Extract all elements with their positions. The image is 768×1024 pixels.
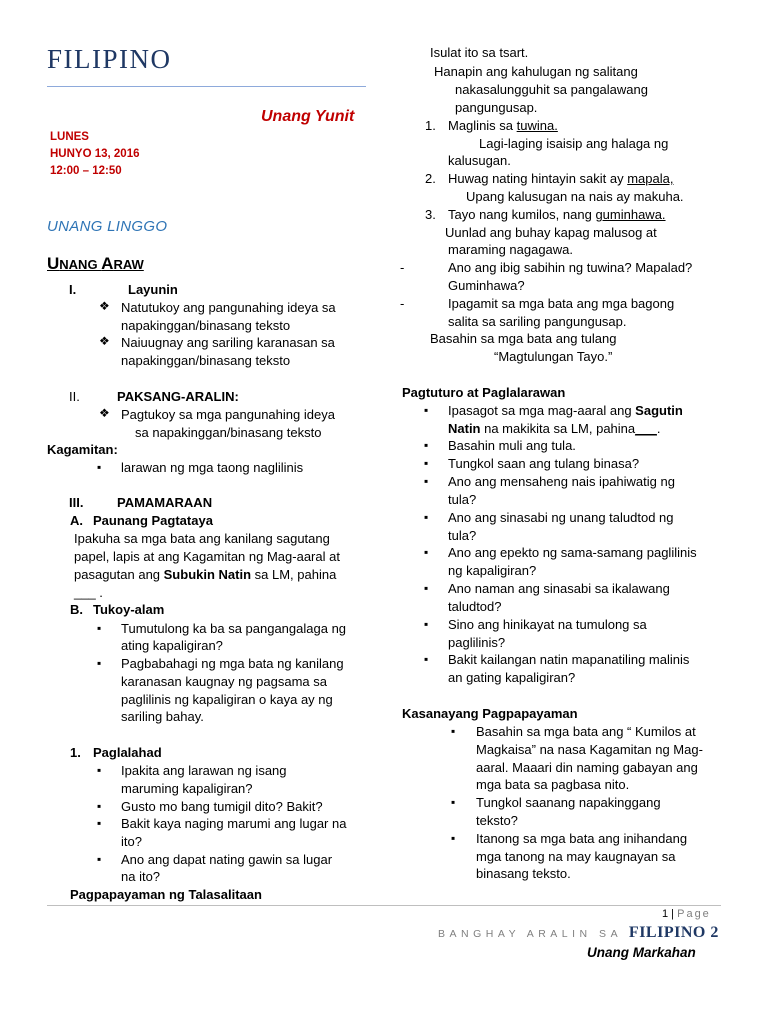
subsection-b-label: B.: [70, 602, 83, 617]
teaching-item-4-line-1: Ano ang mensaheng nais ipahiwatig ng: [448, 474, 675, 489]
objective-2-line-2: napakinggan/binasang teksto: [121, 353, 291, 368]
section-2-title: PAKSANG-ARALIN:: [117, 389, 239, 404]
subsection-b-title: Tukoy-alam: [93, 602, 165, 617]
presentation-item-1-line-2: maruming kapaligiran?: [121, 781, 253, 796]
teaching-item-9-line-1: Bakit kailangan natin mapanatiling malinis: [448, 652, 690, 667]
presentation-item-4-line-1: Ano ang dapat nating gawin sa lugar: [121, 852, 333, 867]
week-heading: UNANG LINGGO: [47, 218, 168, 235]
enrichment-item-3-line-3: binasang teksto.: [476, 866, 571, 881]
enrichment-item-1-line-3: aaral. Maaari din naming gabayan ang: [476, 760, 698, 775]
teaching-item-8-line-2: paglilinis?: [448, 635, 506, 650]
square-bullet-icon: ▪: [97, 656, 102, 670]
page-number: 1 | Page: [662, 908, 711, 920]
enrichment-item-1-line-4: mga bata sa pagbasa nito.: [476, 777, 630, 792]
dash-marker: -: [400, 260, 405, 275]
subsection-a-title: Paunang Pagtataya: [93, 513, 213, 528]
meaning-instruction-2: nakasalungguhit sa pangalawang: [455, 82, 648, 97]
enrichment-item-1-line-2: Magkaisa” na nasa Kagamitan ng Mag-: [476, 742, 703, 757]
meaning-instruction-1: Hanapin ang kahulugan ng salitang: [434, 64, 638, 79]
word-3-sentence: Tayo nang kumilos, nang guminhawa.: [448, 207, 666, 222]
section-3-number: III.: [69, 495, 84, 510]
tukoy-item-2-line-3: paglilinis ng kapaligiran o kaya ay ng: [121, 692, 333, 707]
square-bullet-icon: ▪: [424, 617, 429, 631]
word-3-line-3: maraming nagagawa.: [448, 242, 574, 257]
chart-instruction: Isulat ito sa tsart.: [430, 45, 529, 60]
section-2-number: II.: [69, 389, 80, 404]
square-bullet-icon: ▪: [424, 474, 429, 488]
square-bullet-icon: ▪: [97, 852, 102, 866]
pretest-line-2: papel, lapis at ang Kagamitan ng Mag-aaral at: [74, 549, 340, 564]
read-poem-line-1: Basahin sa mga bata ang tulang: [430, 331, 617, 346]
square-bullet-icon: ▪: [97, 763, 102, 777]
unit-label: Unang Yunit: [261, 108, 355, 125]
enrichment-item-3-line-2: mga tanong na may kaugnayan sa: [476, 849, 676, 864]
section-1-title: Layunin: [128, 282, 178, 297]
word-2-sentence: Huwag nating hintayin sakit ay mapala,: [448, 171, 674, 186]
read-poem-line-2: “Magtulungan Tayo.”: [494, 349, 613, 364]
materials-item: larawan ng mga taong naglilinis: [121, 460, 304, 475]
document-title: FILIPINO: [47, 44, 172, 74]
use-words-line-1: Ipagamit sa mga bata ang mga bagong: [448, 296, 675, 311]
subsection-a-label: A.: [70, 513, 83, 528]
question-meaning-line-1: Ano ang ibig sabihin ng tuwina? Mapalad?: [448, 260, 693, 275]
diamond-bullet-icon: ❖: [99, 406, 110, 420]
square-bullet-icon: ▪: [424, 652, 429, 666]
word-1-sentence: Maglinis sa tuwina.: [448, 118, 558, 133]
meaning-instruction-3: pangungusap.: [455, 100, 538, 115]
square-bullet-icon: ▪: [451, 724, 456, 738]
topic-line-2: sa napakinggan/binasang teksto: [135, 425, 322, 440]
day-name: LUNES: [50, 131, 89, 143]
presentation-item-4-line-2: na ito?: [121, 869, 161, 884]
enrichment-item-3-line-1: Itanong sa mga bata ang inihandang: [476, 831, 688, 846]
word-2-line-2: Upang kalusugan na nais ay makuha.: [466, 189, 684, 204]
square-bullet-icon: ▪: [451, 795, 456, 809]
teaching-item-5-line-2: tula?: [448, 528, 477, 543]
presentation-item-2: Gusto mo bang tumigil dito? Bakit?: [121, 799, 323, 814]
teaching-item-6-line-1: Ano ang epekto ng sama-samang paglilinis: [448, 545, 697, 560]
presentation-number: 1.: [70, 745, 81, 760]
square-bullet-icon: ▪: [451, 831, 456, 845]
pretest-line-4: ___ .: [74, 585, 103, 600]
teaching-title: Pagtuturo at Paglalarawan: [402, 385, 566, 400]
square-bullet-icon: ▪: [97, 621, 102, 635]
footer-banner: BANGHAY ARALIN SA FILIPINO 2: [438, 924, 719, 941]
footer-rule: [47, 905, 721, 906]
teaching-item-7-line-2: taludtod?: [448, 599, 502, 614]
objective-2-line-1: Naiuugnay ang sariling karanasan sa: [121, 335, 335, 350]
presentation-item-1-line-1: Ipakita ang larawan ng isang: [121, 763, 287, 778]
teaching-item-4-line-2: tula?: [448, 492, 477, 507]
word-1-line-2: Lagi-laging isaisip ang halaga ng: [479, 136, 669, 151]
square-bullet-icon: ▪: [97, 816, 102, 830]
square-bullet-icon: ▪: [424, 581, 429, 595]
dash-marker: -: [400, 296, 405, 311]
enrichment-item-2-line-1: Tungkol saanang napakinggang: [476, 795, 661, 810]
word-3-number: 3.: [425, 207, 436, 222]
date-label: HUNYO 13, 2016: [50, 148, 140, 160]
pretest-line-1: Ipakuha sa mga bata ang kanilang sagutang: [74, 531, 330, 546]
enrichment-title: Kasanayang Pagpapayaman: [402, 706, 578, 721]
title-rule: [47, 86, 366, 87]
diamond-bullet-icon: ❖: [99, 299, 110, 313]
section-1-number: I.: [69, 282, 77, 297]
enrichment-item-2-line-2: teksto?: [476, 813, 518, 828]
teaching-item-9-line-2: an gating kapaligiran?: [448, 670, 576, 685]
teaching-item-1-line-2: Natin na makikita sa LM, pahina___.: [448, 421, 661, 436]
question-meaning-line-2: Guminhawa?: [448, 278, 525, 293]
square-bullet-icon: ▪: [97, 799, 102, 813]
word-3-line-2: Uunlad ang buhay kapag malusog at: [445, 225, 657, 240]
word-1-line-3: kalusugan.: [448, 153, 511, 168]
word-2-number: 2.: [425, 171, 436, 186]
presentation-item-3-line-2: ito?: [121, 834, 142, 849]
tukoy-item-2-line-2: karanasan kaugnay ng pagsama sa: [121, 674, 327, 689]
teaching-item-3: Tungkol saan ang tulang binasa?: [448, 456, 640, 471]
tukoy-item-2-line-1: Pagbabahagi ng mga bata ng kanilang: [121, 656, 344, 671]
teaching-item-1-line-1: Ipasagot sa mga mag-aaral ang Sagutin: [448, 403, 683, 418]
time-label: 12:00 – 12:50: [50, 165, 122, 177]
diamond-bullet-icon: ❖: [99, 334, 110, 348]
materials-label: Kagamitan:: [47, 442, 118, 457]
teaching-item-7-line-1: Ano naman ang sinasabi sa ikalawang: [448, 581, 670, 596]
day-heading: UNANG ARAW: [47, 254, 144, 273]
use-words-line-2: salita sa sariling pangungusap.: [448, 314, 627, 329]
square-bullet-icon: ▪: [424, 403, 429, 417]
square-bullet-icon: ▪: [424, 510, 429, 524]
teaching-item-5-line-1: Ano ang sinasabi ng unang taludtod ng: [448, 510, 674, 525]
square-bullet-icon: ▪: [424, 456, 429, 470]
objective-1-line-2: napakinggan/binasang teksto: [121, 318, 291, 333]
teaching-item-2: Basahin muli ang tula.: [448, 438, 576, 453]
footer-quarter: Unang Markahan: [587, 945, 696, 960]
section-3-title: PAMAMARAAN: [117, 495, 213, 510]
pretest-line-3: pasagutan ang Subukin Natin sa LM, pahina: [74, 567, 337, 582]
teaching-item-8-line-1: Sino ang hinikayat na tumulong sa: [448, 617, 647, 632]
tukoy-item-1-line-2: ating kapaligiran?: [121, 638, 223, 653]
vocabulary-title: Pagpapayaman ng Talasalitaan: [70, 887, 262, 902]
objective-1-line-1: Natutukoy ang pangunahing ideya sa: [121, 300, 336, 315]
square-bullet-icon: ▪: [424, 438, 429, 452]
word-1-number: 1.: [425, 118, 436, 133]
presentation-item-3-line-1: Bakit kaya naging marumi ang lugar na: [121, 816, 347, 831]
tukoy-item-2-line-4: sariling bahay.: [121, 709, 204, 724]
square-bullet-icon: ▪: [97, 460, 102, 474]
topic-line-1: Pagtukoy sa mga pangunahing ideya: [121, 407, 335, 422]
presentation-title: Paglalahad: [93, 745, 162, 760]
enrichment-item-1-line-1: Basahin sa mga bata ang “ Kumilos at: [476, 724, 696, 739]
tukoy-item-1-line-1: Tumutulong ka ba sa pangangalaga ng: [121, 621, 347, 636]
teaching-item-6-line-2: ng kapaligiran?: [448, 563, 537, 578]
square-bullet-icon: ▪: [424, 545, 429, 559]
